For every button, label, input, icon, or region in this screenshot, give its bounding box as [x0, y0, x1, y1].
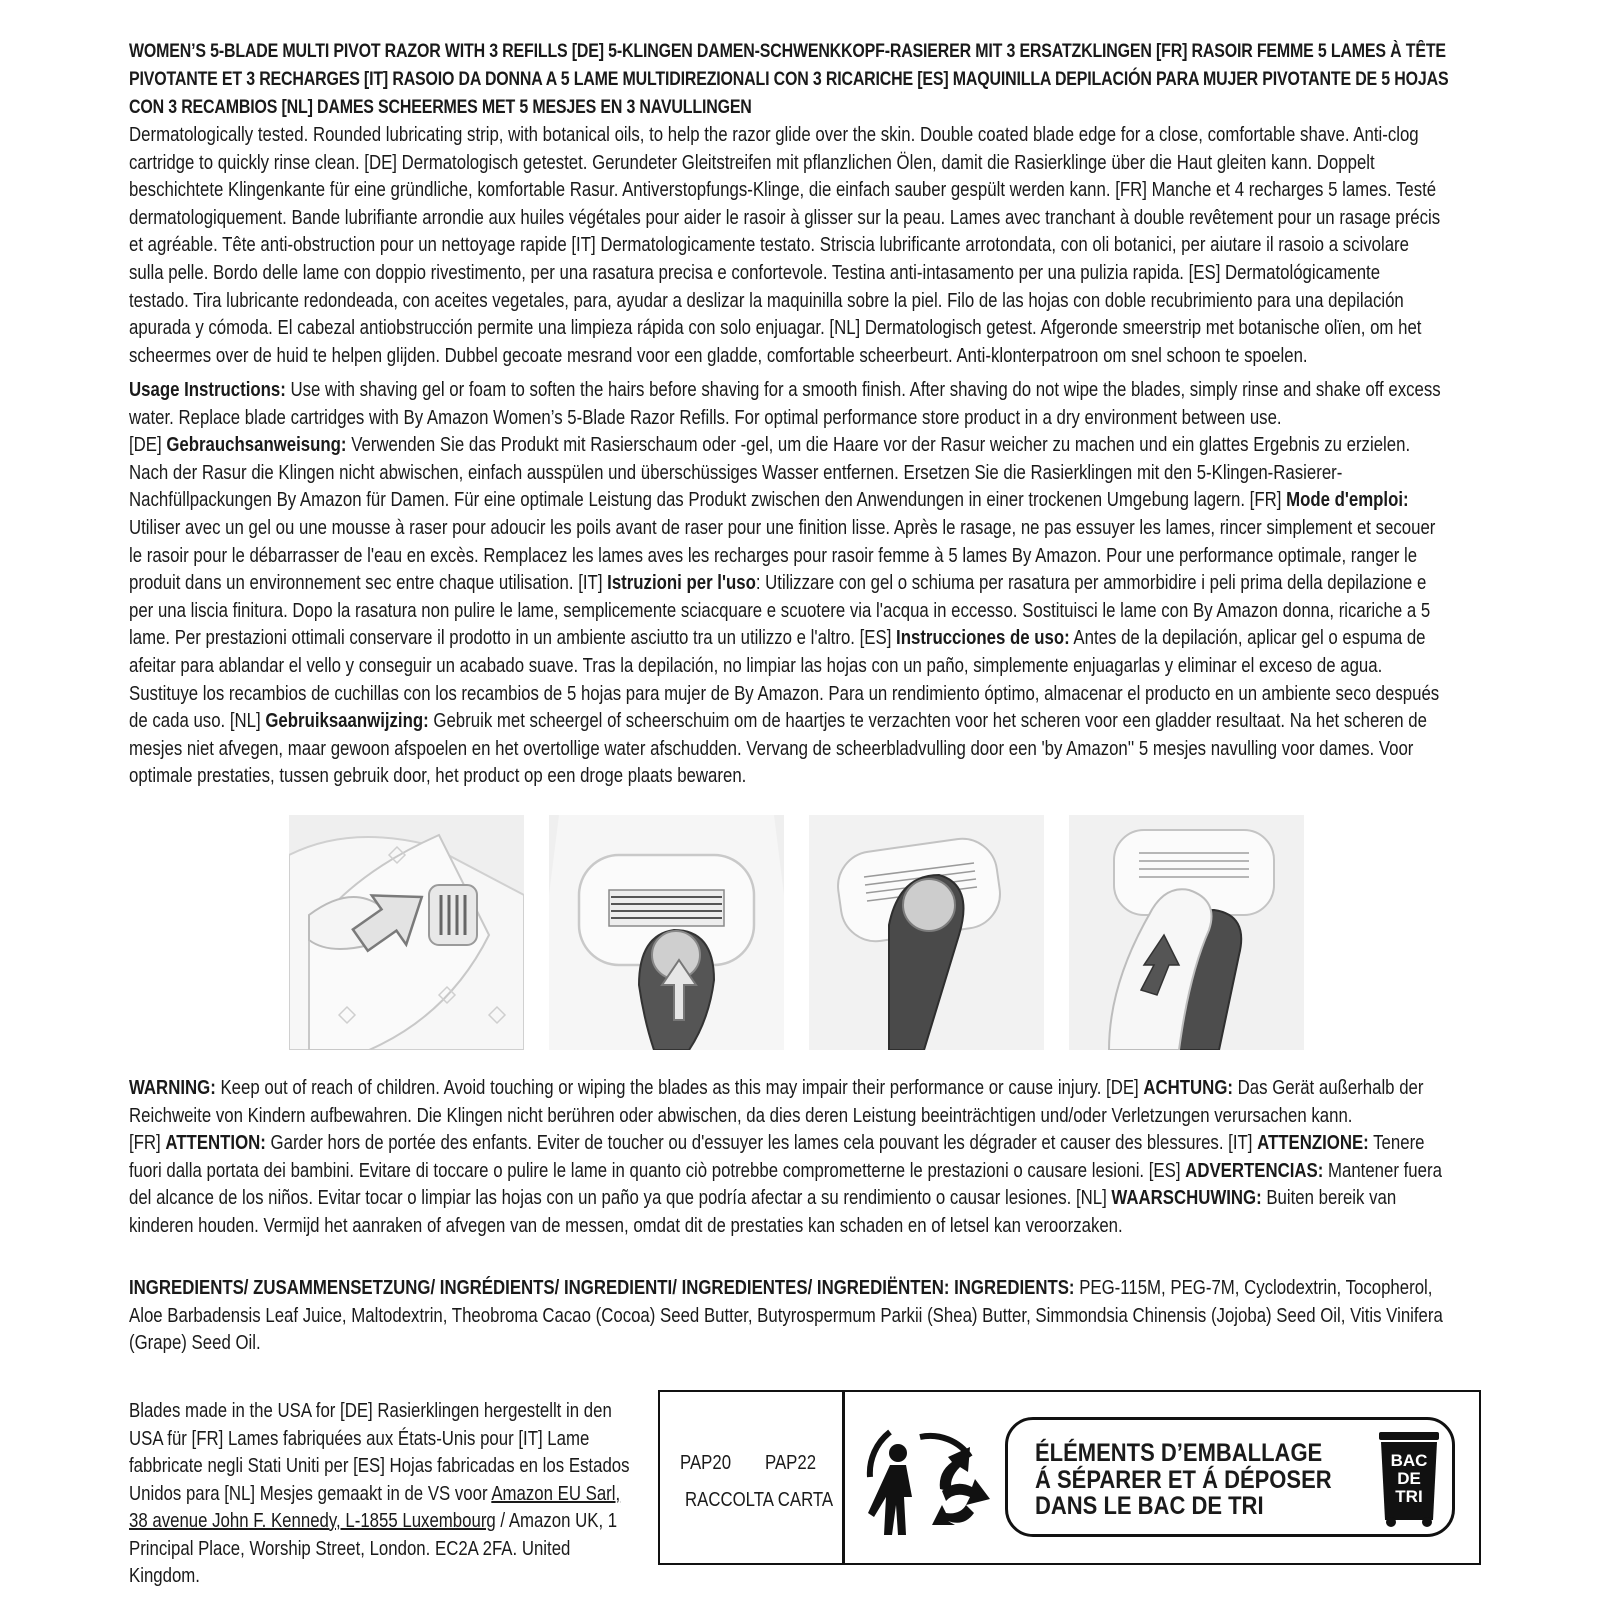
- made-in-suffix: / Amazon UK, 1 Principal Place, Worship Street, London. EC2A 2FA. United Kingdom.: [129, 1510, 618, 1587]
- made-in-text: Blades made in the USA for [DE] Rasierklingen hergestellt in den USA für [FR] Lames fabriquées aux États-Unis pour [IT] Lame fabbricate negli Stati Uniti per [ES] Hojas fabricadas en los Estados Unidos para [NL] Mesjes gemaakt in de VS voor: [129, 1400, 630, 1505]
- pap-codes: [660, 1392, 842, 1563]
- step-2-illustration: [549, 815, 784, 1050]
- usage-label-en: Usage Instructions:: [129, 379, 286, 401]
- warning-label-nl: WAARSCHUWING:: [1111, 1187, 1262, 1210]
- bin-label-2: DE: [1397, 1469, 1421, 1488]
- description-paragraph: Dermatologically tested. Rounded lubricating strip, with botanical oils, to help the razor glide over the skin. Double coated blade edge for a close, comfortable shave. Anti-clog cartridge to quickly rinse clean. [DE] Dermatologisch getestet. Gerundeter Gleitstreifen mit pflanzlichen Ölen, damit die Rasierklinge über die Haut gleiten kann. Doppelt beschichtete Klingenkante für eine gründliche, komfortable Rasur. Antiverstopfungs-Klinge, die einfach sauber gespült werden kann. [FR] Manche et 4 recharges 5 lames. Testé dermatologiquement. Bande lubrifiante arrondie aux huiles végétales pour aider le rasoir à glisser sur la peau. Lames avec tranchant à double revêtement pour un rasage précis et agréable. Tête anti-obstruction pour un nettoyage rapide [IT] Dermatologicamente testato. Striscia lubrificante arrotondata, con oli botanici, per aiutare il rasoio a scivolare sulla pelle. Bordo delle lame con doppio rivestimento, per una rasatura precisa e confortevole. Testina anti-intasamento per una pulizia rapida. [ES] Dermatológicamente testado. Tira lubricante redondeada, con aceites vegetales, para, ayudar a deslizar la maquinilla sobre la piel. Filo de las hojas con doble recubrimiento para una depilación apurada y cómoda. El cabezal antiobstrucción permite una limpieza rápida con solo enjuagar. [NL] Dermatologisch getest. Afgeronde smeerstrip met botanische olïen, om het scheermes over de huid te helpen glijden. Dubbel gecoate mesrand voor een gladde, comfortable scheerbeurt. Anti-klonterpatroon om snel schoon te spoelen.: [129, 124, 1441, 367]
- usage-label-es: Instrucciones de uso:: [896, 627, 1070, 650]
- recycling-box: [658, 1390, 1481, 1565]
- ingredients-text: PEG-115M, PEG-7M, Cyclodextrin, Tocopherol, Aloe Barbadensis Leaf Juice, Maltodextrin, Theobroma Cacao (Cocoa) Seed Butter, Butyrospermum Parkii (Shea) Butter, Simmondsia Chinensis (Jojoba) Seed Oil, Vitis Vinifera (Grape) Seed Oil.: [129, 1277, 1443, 1355]
- manufacturer-address: Amazon EU Sarl, 38 avenue John F. Kennedy, L-1855 Luxembourg: [129, 1482, 621, 1532]
- manufacturer-info: [129, 1398, 633, 1591]
- step-1-illustration: [289, 815, 524, 1050]
- usage-text-es: Antes de la depilación, aplicar gel o espuma de afeitar para ablandar el vello y conseguir un acabado suave. Tras la depilación, no limpiar las hojas con un paño, simplemente enjuagarlas y eliminar el exceso de agua. Sustituye los recambios de cuchillas con los recambios de 5 hojas para mujer de By Amazon. Para un rendimiento óptimo, almacenar el producto en un ambiente seco después de cada uso. [NL]: [129, 627, 1440, 733]
- warning-label-it: ATTENZIONE:: [1257, 1132, 1369, 1155]
- pap20-code: PAP20: [680, 1452, 732, 1474]
- warning-label-es: ADVERTENCIAS:: [1185, 1159, 1324, 1182]
- usage-prefix-de: [DE]: [129, 434, 167, 457]
- usage-label-fr: Mode d'emploi:: [1286, 489, 1409, 512]
- warning-text-it: Tenere fuori dalla portata dei bambini. Evitare di toccare o pulire le lame in quanto ciò potrebbe comprometterne le prestazioni o causare lesioni. [ES]: [129, 1132, 1425, 1182]
- usage-text-en: Use with shaving gel or foam to soften the hairs before shaving for a smooth finish. After shaving do not wipe the blades, simply rinse and shake off excess water. Replace blade cartridges with By Amazon Women’s 5-Blade Razor Refills. For optimal performance store product in a dry environment between use.: [129, 379, 1441, 429]
- sorting-line-3: DANS LE BAC DE TRI: [1035, 1492, 1264, 1520]
- sorting-instructions: [1005, 1417, 1455, 1537]
- bin-label-1: BAC: [1390, 1451, 1428, 1470]
- sorting-line-2: Á SÉPARER ET Á DÉPOSER: [1035, 1465, 1332, 1494]
- warning-prefix-fr: [FR]: [129, 1132, 166, 1155]
- usage-label-de: Gebrauchsanweisung:: [166, 434, 347, 457]
- usage-label-it: Istruzioni per l'uso: [607, 572, 756, 595]
- ingredients-label: INGREDIENTS/ ZUSAMMENSETZUNG/ INGRÉDIENTS/ INGREDIENTI/ INGREDIENTES/ INGREDIËNTEN: INGREDIENTS:: [129, 1277, 1075, 1299]
- warning-label-de: ACHTUNG:: [1143, 1077, 1233, 1099]
- triman-icon: [860, 1417, 1000, 1547]
- usage-text-nl: Gebruik met scheergel of scheerschuim om de haartjes te verzachten voor het scheren voor een gladder resultaat. Na het scheren de mesjes niet afvegen, maar gewoon afspoelen en het overtollige water afschudden. Vervang de scheerbladvulling door een 'by Amazon'' 5 mesjes navulling voor dames. Voor optimale prestaties, tussen gebruik door, het product op een droge plaats bewaren.: [129, 710, 1427, 788]
- usage-text-it: : Utilizzare con gel o schiuma per rasatura per ammorbidire i peli prima della depilazione e per una liscia finitura. Dopo la rasatura non pulire le lame, semplicemente sciacquare e scuotere via l'acqua in eccesso. Sostituisci le lame con By Amazon donna, ricariche a 5 lame. Per prestazioni ottimali conservare il prodotto in un ambiente asciutto tra un utilizzo e l'altro. [ES]: [129, 572, 1431, 650]
- product-title: WOMEN’S 5-BLADE MULTI PIVOT RAZOR WITH 3 REFILLS [DE] 5-KLINGEN DAMEN-SCHWENKKOPF-RASIERER MIT 3 ERSATZKLINGEN [FR] RASOIR FEMME 5 LAMES À TÊTE PIVOTANTE ET 3 RECHARGES [IT] RASOIO DA DONNA A 5 LAME MULTIDIREZIONALI CON 3 RICARICHE [ES] MAQUINILLA DEPILACIÓN PARA MUJER PIVOTANTE DE 5 HOJAS CON 3 RECAMBIOS [NL] DAMES SCHEERMES MET 5 MESJES EN 3 NAVULLINGEN: [129, 41, 1449, 118]
- sorting-line-1: ÉLÉMENTS D’EMBALLAGE: [1035, 1439, 1323, 1467]
- ingredients-paragraph: [129, 1275, 1444, 1358]
- usage-label-nl: Gebruiksaanwijzing:: [265, 710, 429, 733]
- recycle-arrows-icon: [932, 1447, 990, 1525]
- bin-icon: [1373, 1428, 1445, 1528]
- warning-paragraph: [129, 1075, 1444, 1241]
- warning-text-de: Das Gerät außerhalb der Reichweite von Kindern aufbewahren. Die Klingen nicht berühren oder abwischen, da dies deren Leistung beeinträchtigen und/oder Verletzungen verursachen kann.: [129, 1077, 1424, 1127]
- bin-label-3: TRI: [1395, 1487, 1423, 1506]
- pap22-code: PAP22: [765, 1452, 817, 1474]
- warning-text-en: Keep out of reach of children. Avoid touching or wiping the blades as this may impair their performance or cause injury. [DE]: [215, 1077, 1144, 1099]
- raccolta-carta: RACCOLTA CARTA: [685, 1489, 834, 1511]
- step-3-illustration: [809, 815, 1044, 1050]
- divider: [842, 1392, 845, 1563]
- usage-text-de: Verwenden Sie das Produkt mit Rasierschaum oder -gel, um die Haare vor der Rasur weicher zu machen und ein glattes Ergebnis zu erzielen. Nach der Rasur die Klingen nicht abwischen, einfach ausspülen und überschüssiges Wasser entfernen. Ersetzen Sie die Rasierklingen mit den 5-Klingen-Rasierer-Nachfüllpackungen By Amazon für Damen. Für eine optimale Leistung das Produkt zwischen den Anwendungen in einer trockenen Umgebung lagern. [FR]: [129, 434, 1411, 512]
- warning-text-es: Mantener fuera del alcance de los niños. Evitar tocar o limpiar las hojas con un paño ya que podría afectar a su rendimiento o causar lesiones. [NL]: [129, 1159, 1442, 1210]
- warning-text-nl: Buiten bereik van kinderen houden. Vermijd het aanraken of afvegen van de messen, omdat dit de prestaties kan schaden en of letsel kan veroorzaken.: [129, 1187, 1397, 1237]
- warning-label-fr: ATTENTION:: [165, 1132, 266, 1155]
- warning-label-en: WARNING:: [129, 1077, 216, 1099]
- usage-text-fr: Utiliser avec un gel ou une mousse à raser pour adoucir les poils avant de raser pour une finition lisse. Après le rasage, ne pas essuyer les lames, rincer simplement et secouer le rasoir pour le débarrasser de l'eau en excès. Remplacez les lames aves les recharges pour rasoir femme à 5 lames By Amazon. Pour une performance optimale, ranger le produit dans un environnement sec entre chaque utilisation. [IT]: [129, 516, 1436, 595]
- step-4-illustration: [1069, 815, 1304, 1050]
- usage-instructions: [129, 377, 1444, 791]
- warning-text-fr: Garder hors de portée des enfants. Eviter de toucher ou d'essuyer les lames cela pouvant les dégrader et causer des blessures. [IT]: [265, 1132, 1258, 1155]
